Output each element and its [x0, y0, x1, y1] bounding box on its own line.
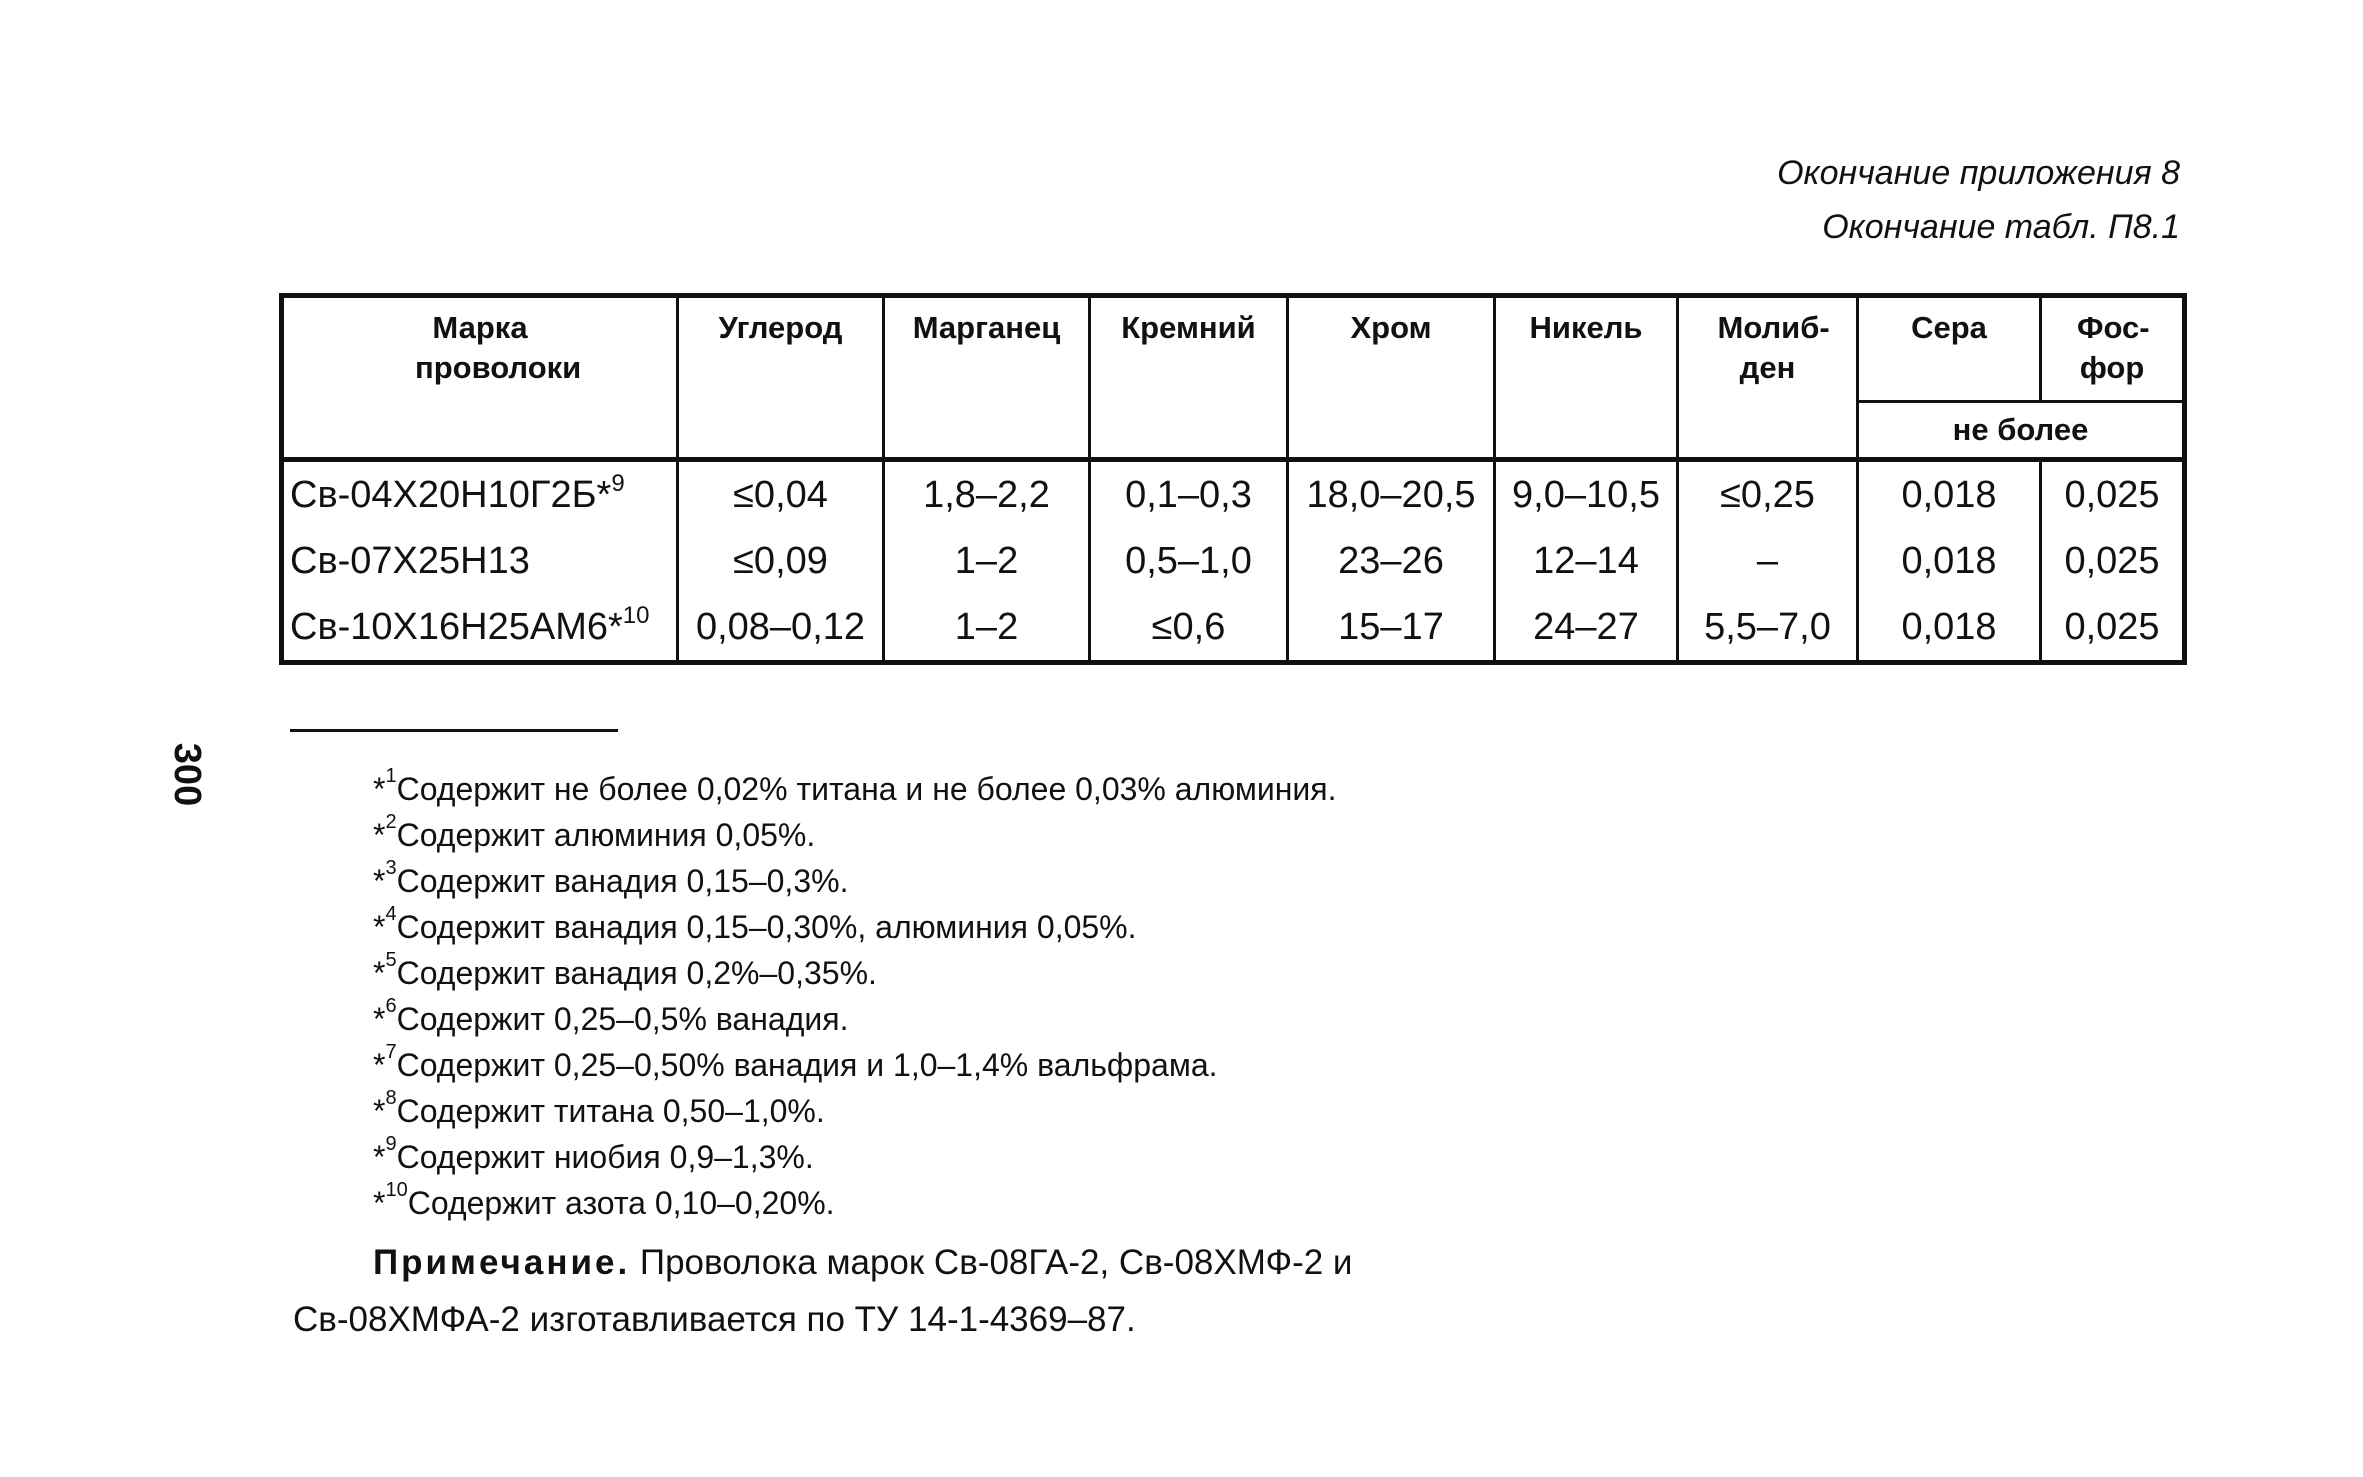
footnote-text: Содержит титана 0,50–1,0%. — [396, 1093, 825, 1129]
col-header-chromium: Хром — [1288, 296, 1495, 460]
col-header-silicon: Кремний — [1090, 296, 1288, 460]
cell-value: 9,0–10,5 — [1495, 460, 1678, 529]
cell-value: ≤0,09 — [678, 528, 884, 594]
cell-value: 0,08–0,12 — [678, 594, 884, 663]
grade-footnote-ref: 9 — [611, 469, 625, 497]
footnote-item — [373, 996, 1337, 1042]
footnote-mark: * — [373, 1185, 386, 1221]
footnote-text: Содержит не более 0,02% титана и не более 0,03% алюминия. — [396, 771, 1337, 807]
footnote-divider — [290, 729, 618, 732]
footnote-item — [373, 766, 1337, 812]
col-header-phosphorus-label: Фос-фор — [2077, 310, 2150, 385]
cell-value: 0,018 — [1858, 594, 2041, 663]
col-header-max-note: не более — [1858, 402, 2185, 460]
footnote-mark: * — [373, 1139, 386, 1175]
cell-value: 1–2 — [884, 594, 1090, 663]
cell-value: 0,5–1,0 — [1090, 528, 1288, 594]
cell-value: 0,018 — [1858, 528, 2041, 594]
footnote-text: Содержит ниобия 0,9–1,3%. — [396, 1139, 814, 1175]
wire-composition-table — [279, 293, 2187, 665]
page-number: 300 — [166, 742, 209, 807]
cell-value: ≤0,25 — [1678, 460, 1858, 529]
cell-value: 24–27 — [1495, 594, 1678, 663]
cell-value: 1–2 — [884, 528, 1090, 594]
col-header-carbon: Углерод — [678, 296, 884, 460]
footnote-item — [373, 904, 1337, 950]
cell-value: 5,5–7,0 — [1678, 594, 1858, 663]
footnote-text: Содержит алюминия 0,05%. — [396, 817, 816, 853]
footnote-mark: * — [373, 1001, 386, 1037]
footnote-number: 1 — [385, 765, 397, 787]
col-header-sulfur: Сера — [1858, 296, 2041, 402]
note-text-1: Проволока марок Св-08ГА-2, Св-08ХМФ-2 и — [639, 1243, 1353, 1282]
footnote-number: 7 — [385, 1041, 397, 1063]
grade-text: Св-07Х25Н13 — [290, 539, 530, 582]
footnote-text: Содержит азота 0,10–0,20%. — [407, 1185, 835, 1221]
footnote-mark: * — [373, 1047, 386, 1083]
footnote-item — [373, 1134, 1337, 1180]
footnote-number: 9 — [385, 1133, 397, 1155]
cell-value: 1,8–2,2 — [884, 460, 1090, 529]
footnote-number: 10 — [385, 1179, 408, 1201]
cell-value: 18,0–20,5 — [1288, 460, 1495, 529]
cell-value: 15–17 — [1288, 594, 1495, 663]
footnote-text: Содержит 0,25–0,50% ванадия и 1,0–1,4% вальфрама. — [396, 1047, 1218, 1083]
col-header-grade-label: Марка проволоки — [415, 310, 582, 385]
footnote-item — [373, 1042, 1337, 1088]
col-header-manganese: Марганец — [884, 296, 1090, 460]
cell-value: 12–14 — [1495, 528, 1678, 594]
footnote-item — [373, 1088, 1337, 1134]
grade-footnote-ref: 10 — [622, 601, 650, 629]
cell-grade — [282, 528, 678, 594]
cell-value: 23–26 — [1288, 528, 1495, 594]
footnote-mark: * — [373, 817, 386, 853]
footnote-item — [373, 1180, 1337, 1226]
footnote-number: 8 — [385, 1087, 397, 1109]
cell-value: 0,1–0,3 — [1090, 460, 1288, 529]
footnote-number: 3 — [385, 857, 397, 879]
appendix-caption: Окончание приложения 8 — [1777, 154, 2180, 192]
footnote-text: Содержит ванадия 0,2%–0,35%. — [396, 955, 877, 991]
table-row — [282, 528, 2185, 594]
cell-grade — [282, 594, 678, 663]
col-header-phosphorus — [2041, 296, 2185, 402]
footnotes — [373, 766, 1337, 1226]
cell-value: ≤0,6 — [1090, 594, 1288, 663]
footnote-mark: * — [373, 863, 386, 899]
col-header-molybdenum — [1678, 296, 1858, 460]
col-header-grade — [282, 296, 678, 460]
cell-value: – — [1678, 528, 1858, 594]
note-line-1 — [293, 1234, 1553, 1291]
col-header-nickel: Никель — [1495, 296, 1678, 460]
grade-text: Св-10Х16Н25АМ6* — [290, 605, 623, 648]
cell-value: 0,025 — [2041, 528, 2185, 594]
footnote-number: 6 — [385, 995, 397, 1017]
footnote-text: Содержит ванадия 0,15–0,30%, алюминия 0,05%. — [396, 909, 1137, 945]
footnote-item — [373, 950, 1337, 996]
footnote-text: Содержит 0,25–0,5% ванадия. — [396, 1001, 849, 1037]
footnote-number: 4 — [385, 903, 397, 925]
cell-value: 0,018 — [1858, 460, 2041, 529]
footnote-mark: * — [373, 1093, 386, 1129]
cell-grade — [282, 460, 678, 529]
footnote-number: 5 — [385, 949, 397, 971]
footnote-mark: * — [373, 771, 386, 807]
table-row — [282, 460, 2185, 529]
note-label: Примечание. — [373, 1243, 631, 1282]
note — [293, 1234, 1553, 1348]
col-header-molybdenum-label: Молиб-ден — [1717, 310, 1830, 385]
cell-value: ≤0,04 — [678, 460, 884, 529]
table-caption: Окончание табл. П8.1 — [1822, 208, 2180, 246]
cell-value: 0,025 — [2041, 594, 2185, 663]
footnote-mark: * — [373, 955, 386, 991]
cell-value: 0,025 — [2041, 460, 2185, 529]
table-row — [282, 594, 2185, 663]
footnote-number: 2 — [385, 811, 397, 833]
footnote-item — [373, 858, 1337, 904]
footnote-item — [373, 812, 1337, 858]
grade-text: Св-04Х20Н10Г2Б* — [290, 473, 612, 516]
footnote-text: Содержит ванадия 0,15–0,3%. — [396, 863, 849, 899]
footnote-mark: * — [373, 909, 386, 945]
note-text-2: Св-08ХМФА-2 изготавливается по ТУ 14-1-4369–87. — [293, 1300, 1136, 1339]
